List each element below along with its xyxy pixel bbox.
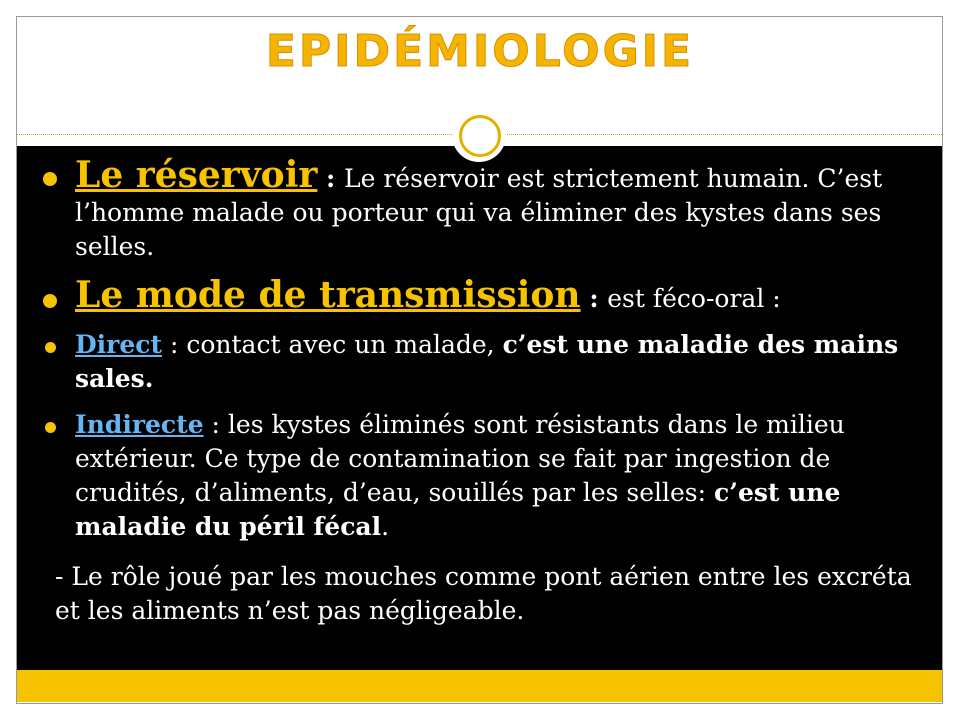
sub-bullet-label: Indirecte bbox=[75, 410, 204, 439]
note-text: - Le rôle joué par les mouches comme pont aérien entre les excréta et les aliments n’est pas négligeable. bbox=[55, 562, 912, 625]
sub-bullet-indirect bbox=[41, 408, 926, 544]
bullet-dot-icon bbox=[43, 172, 57, 186]
sub-bullet-direct bbox=[41, 328, 926, 396]
ring-icon bbox=[459, 115, 501, 157]
sub-bullet-bold-text: c’est une maladie du péril fécal bbox=[75, 478, 841, 541]
sub-bullet-label: Direct bbox=[75, 330, 163, 359]
sub-bullet-text: : contact avec un malade, bbox=[162, 330, 503, 359]
sub-bullet-text: : les kystes éliminés sont résistants dans le milieu extérieur. Ce type de contamination se fait par ingestion de crudités, d’aliments, d’eau, souillés par les selles: bbox=[75, 410, 845, 507]
circle-ornament-icon bbox=[452, 108, 506, 162]
bullet-separator: : bbox=[317, 164, 344, 193]
content-panel bbox=[17, 146, 942, 670]
bullet-heading: Le mode de transmission bbox=[75, 274, 581, 316]
bullet-dot-icon bbox=[43, 294, 57, 308]
bullet-text: est féco-oral : bbox=[607, 284, 781, 313]
bullet-list bbox=[41, 154, 926, 628]
footer-bar bbox=[17, 670, 942, 702]
bullet-heading: Le réservoir bbox=[75, 154, 318, 196]
slide-title: EPIDÉMIOLOGIE bbox=[265, 26, 695, 77]
bullet-text: Le réservoir est strictement humain. C’est l’homme malade ou porteur qui va éliminer des kystes dans ses selles. bbox=[75, 164, 883, 261]
bullet-reservoir bbox=[41, 154, 926, 264]
sub-bullet-bold-text: c’est une maladie des mains sales. bbox=[75, 330, 899, 393]
bullet-transmission bbox=[41, 274, 926, 316]
bullet-separator: : bbox=[580, 284, 608, 313]
sub-bullet-dot-icon bbox=[45, 422, 56, 433]
sub-bullet-dot-icon bbox=[45, 342, 56, 353]
sub-bullet-end: . bbox=[381, 512, 390, 541]
